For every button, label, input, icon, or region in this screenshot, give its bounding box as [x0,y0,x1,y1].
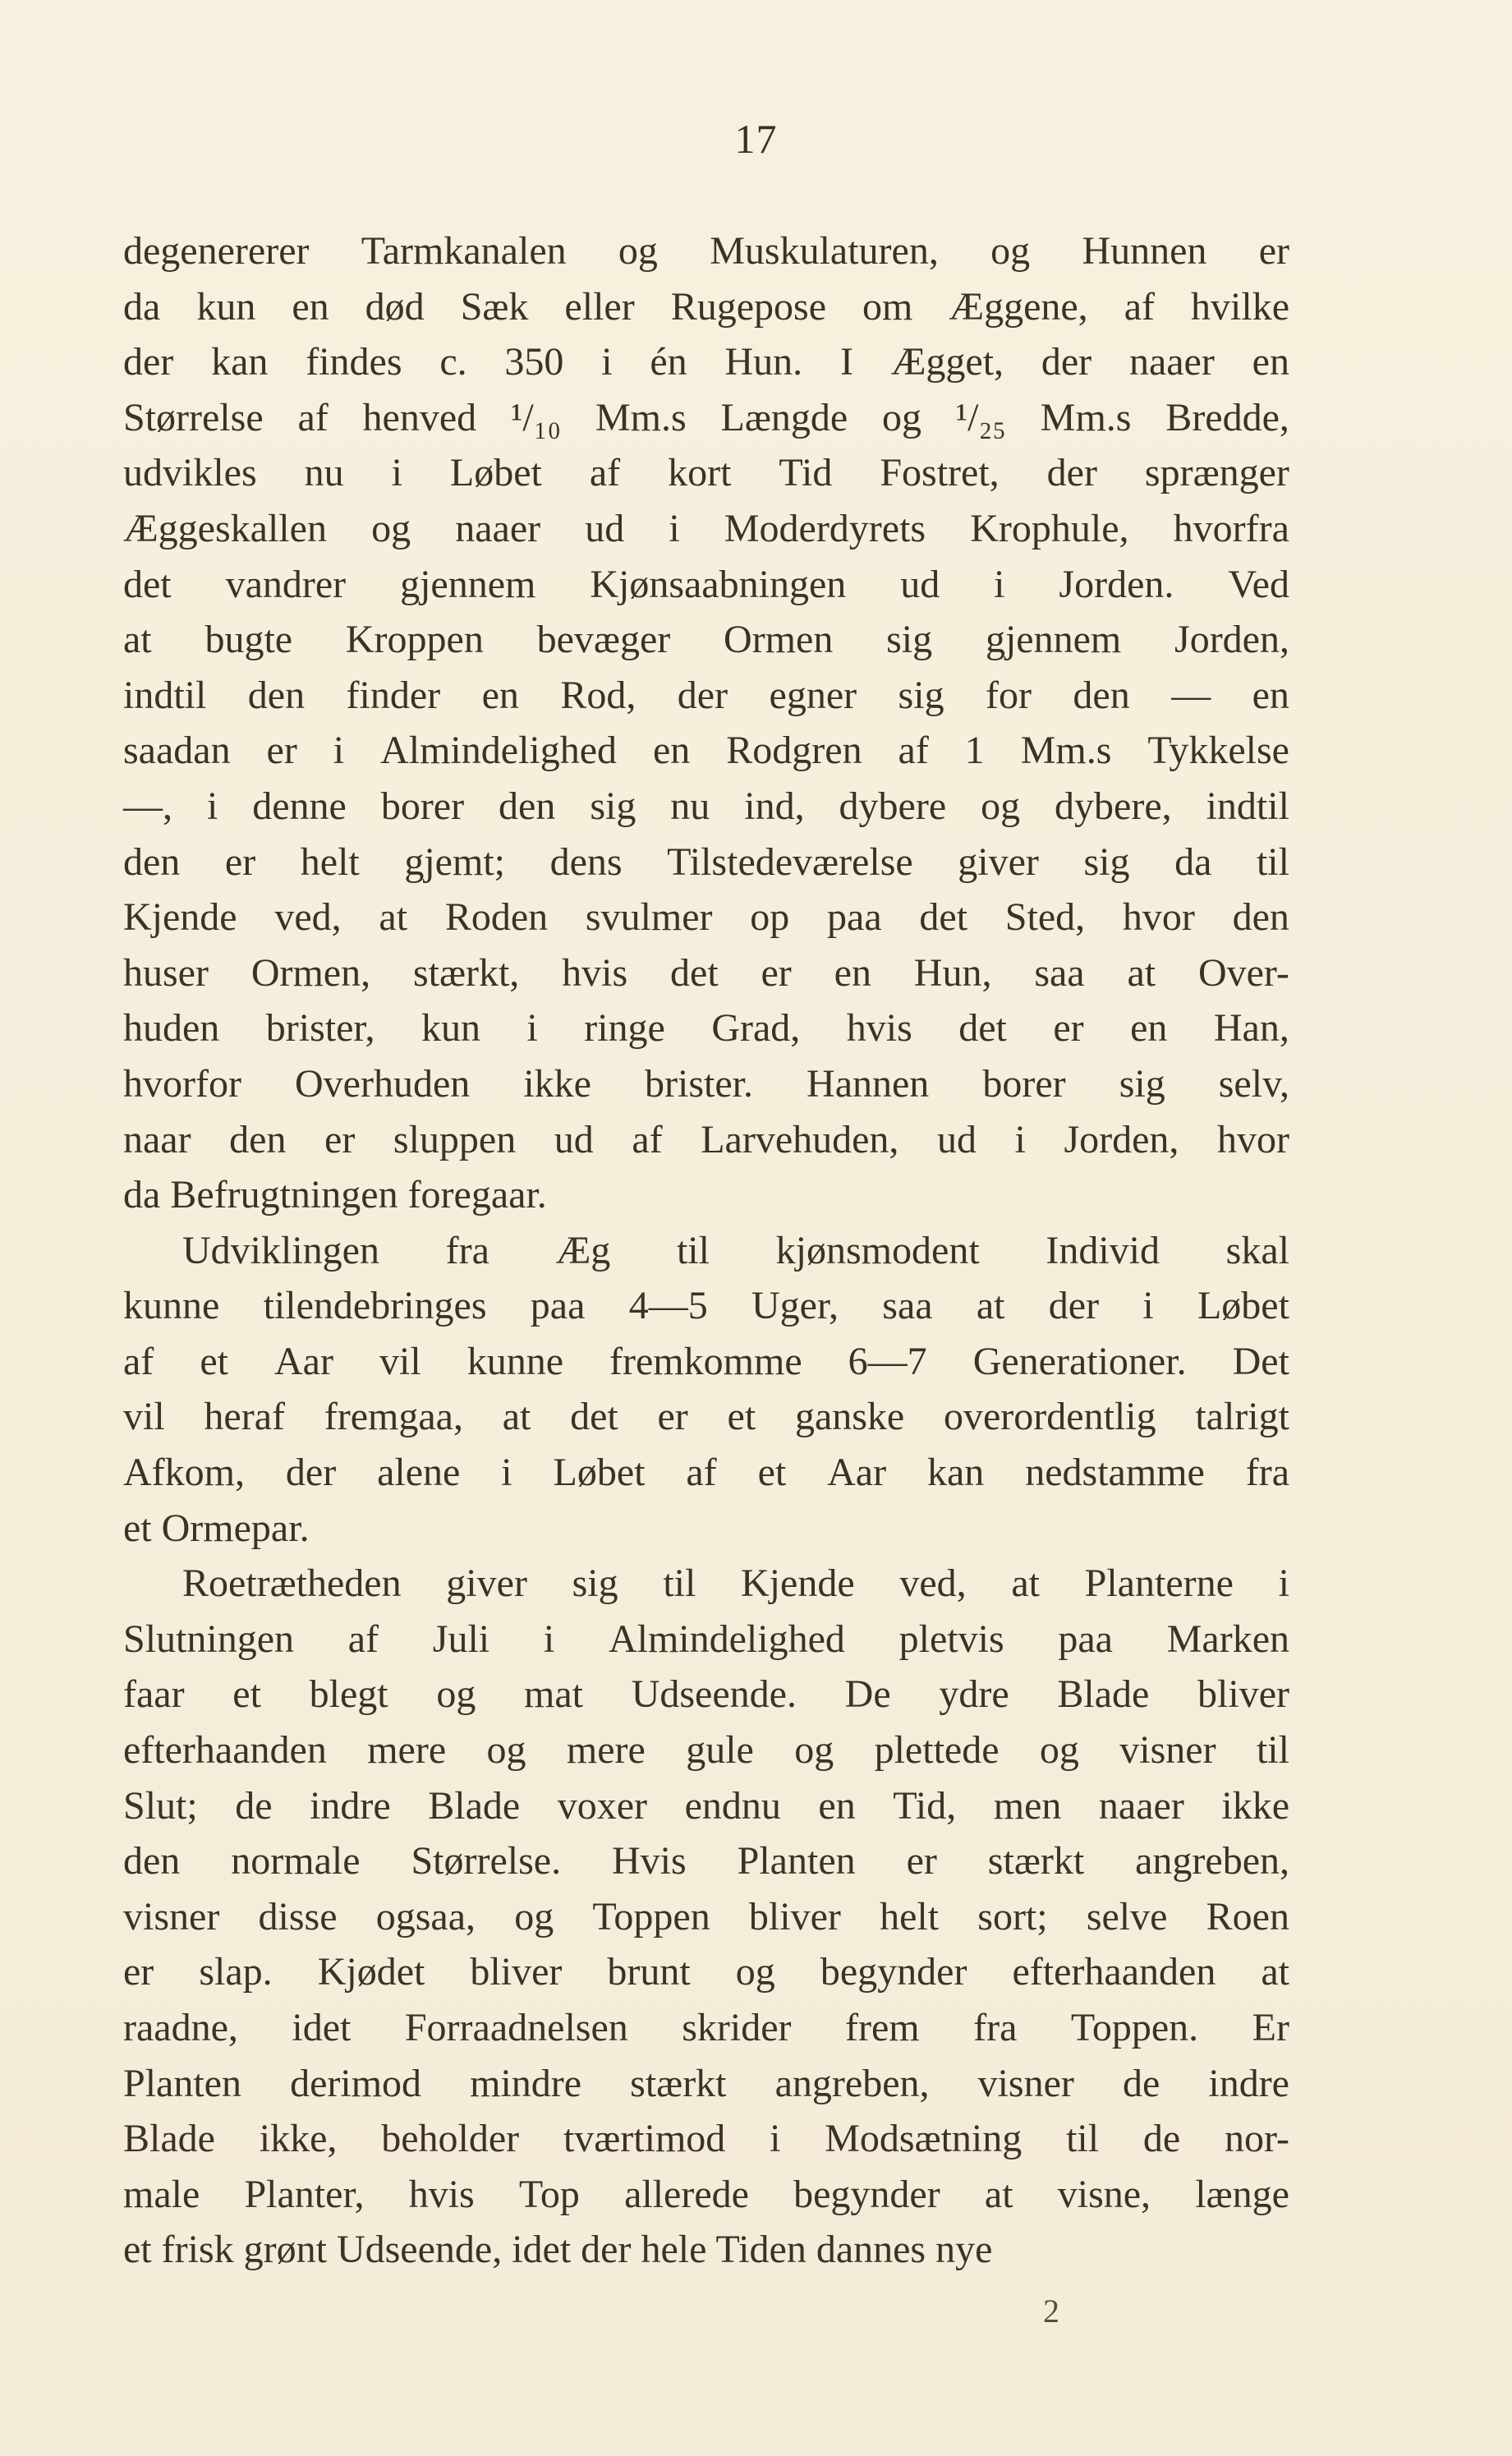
text-line: Planten derimod mindre stærkt angreben, visner de indre [123,2061,1289,2105]
text-line: den er helt gjemt; dens Tilstedeværelse giver sig da til [123,839,1289,884]
text-line: der kan findes c. 350 i én Hun. I Ægget, der naaer en [123,340,1289,384]
text-line: et Ormepar. [123,1506,310,1550]
text-line: udvikles nu i Løbet af kort Tid Fostret, der sprænger [123,451,1289,495]
text-line: raadne, idet Forraadnelsen skrider frem fra Toppen. Er [123,2006,1289,2049]
signature-mark: 2 [1043,2293,1059,2330]
text-line: Slutningen af Juli i Almindelighed pletvis paa Marken [123,1617,1289,1661]
text-line: af et Aar vil kunne fremkomme 6—7 Generationer. Det [123,1339,1289,1383]
page-number: 17 [734,116,778,162]
text-line: at bugte Kroppen bevæger Ormen sig gjennem Jorden, [123,618,1289,662]
text-line: Blade ikke, beholder tværtimod i Modsætning til de nor- [123,2117,1289,2161]
text-line: male Planter, hvis Top allerede begynder at visne, længe [123,2172,1289,2216]
text-line: hvorfor Overhuden ikke brister. Hannen borer sig selv, [123,1061,1289,1106]
text-line: saadan er i Almindelighed en Rodgren af 1 Mm.s Tykkelse [123,729,1289,773]
text-line: et frisk grønt Udseende, idet der hele Tiden dannes nye [123,2228,993,2272]
text-line: den normale Størrelse. Hvis Planten er stærkt angreben, [123,1839,1289,1883]
text-line: Roetrætheden giver sig til Kjende ved, at Planterne i [182,1561,1289,1606]
text-line: da Befrugtningen foregaar. [123,1173,547,1217]
text-line: vil heraf fremgaa, at det er et ganske overordentlig talrigt [123,1395,1289,1439]
text-line: da kun en død Sæk eller Rugepose om Æggene, af hvilke [123,284,1289,329]
text-line: —, i denne borer den sig nu ind, dybere og dybere, indtil [123,784,1289,828]
text-line: Kjende ved, at Roden svulmer op paa det Sted, hvor den [123,895,1289,940]
body-text [123,223,1289,2278]
text-line: Slut; de indre Blade voxer endnu en Tid, men naaer ikke [123,1783,1289,1828]
text-line: er slap. Kjødet bliver brunt og begynder efterhaanden at [123,1950,1289,1994]
text-line: visner disse ogsaa, og Toppen bliver helt sort; selve Roen [123,1894,1289,1939]
text-line: Æggeskallen og naaer ud i Moderdyrets Krophule, hvorfra [123,506,1289,550]
text-line: indtil den finder en Rod, der egner sig for den — en [123,673,1289,717]
text-line: det vandrer gjennem Kjønsaabningen ud i Jorden. Ved [123,562,1289,606]
text-line: Udviklingen fra Æg til kjønsmodent Individ skal [182,1228,1289,1272]
text-line: huser Ormen, stærkt, hvis det er en Hun, saa at Over- [123,950,1289,995]
text-line: degenererer Tarmkanalen og Muskulaturen, og Hunnen er [123,229,1289,273]
text-line: Størrelse af henved ¹/₁₀ Mm.s Længde og ¹/₂₅ Mm.s Bredde, [123,395,1289,439]
text-line: huden brister, kun i ringe Grad, hvis det er en Han, [123,1006,1289,1051]
text-line: efterhaanden mere og mere gule og plettede og visner til [123,1728,1289,1773]
text-line: Afkom, der alene i Løbet af et Aar kan nedstamme fra [123,1451,1289,1495]
text-line: faar et blegt og mat Udseende. De ydre Blade bliver [123,1672,1289,1717]
text-line: naar den er sluppen ud af Larvehuden, ud i Jorden, hvor [123,1117,1289,1161]
text-line: kunne tilendebringes paa 4—5 Uger, saa at der i Løbet [123,1284,1289,1328]
